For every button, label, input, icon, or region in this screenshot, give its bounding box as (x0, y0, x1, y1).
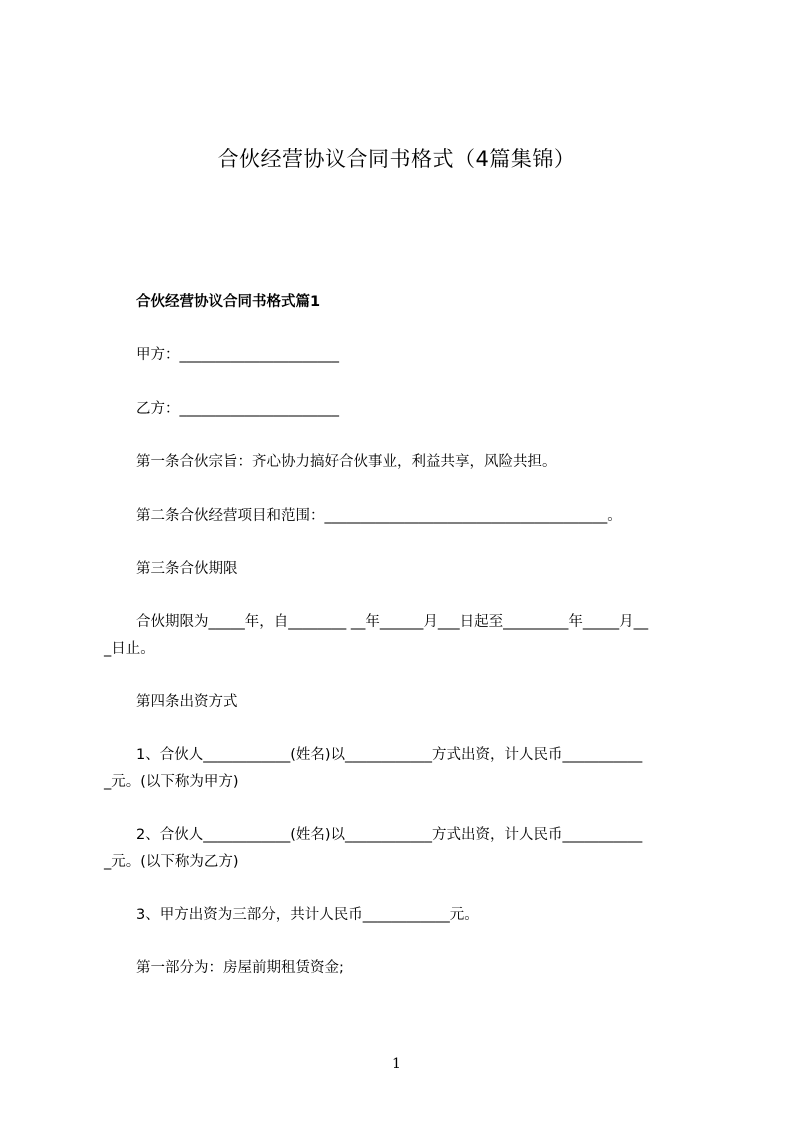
section-heading: 合伙经营协议合同书格式篇1 (136, 294, 321, 310)
article-3-term-line-1: 合伙期限为_____年，自________ __年______月___日起至_________年_____月__ (136, 614, 649, 630)
article-1-purpose: 第一条合伙宗旨：齐心协力搞好合伙事业，利益共享，风险共担。 (136, 454, 557, 470)
article-4-item-1-line-1: 1、合伙人____________(姓名)以____________方式出资，计人民币___________ (136, 747, 643, 763)
party-b-line: 乙方：______________________ (136, 401, 339, 417)
article-4-item-2-line-2: _元。(以下称为乙方) (104, 854, 239, 870)
article-3-term-line-2: _日止。 (104, 641, 155, 657)
page-number: 1 (392, 1056, 401, 1072)
article-3-heading: 第三条合伙期限 (136, 561, 238, 577)
article-4-heading: 第四条出资方式 (136, 694, 238, 710)
article-4-item-1-line-2: _元。(以下称为甲方) (104, 774, 239, 790)
article-4-item-3: 3、甲方出资为三部分，共计人民币____________元。 (136, 907, 479, 923)
article-2-scope: 第二条合伙经营项目和范围：_______________________________________。 (136, 508, 622, 524)
document-title: 合伙经营协议合同书格式（4篇集锦） (217, 147, 576, 171)
article-4-part-1: 第一部分为：房屋前期租赁资金; (136, 960, 344, 976)
party-a-line: 甲方：______________________ (136, 347, 339, 363)
article-4-item-2-line-1: 2、合伙人____________(姓名)以____________方式出资，计人民币___________ (136, 827, 643, 843)
